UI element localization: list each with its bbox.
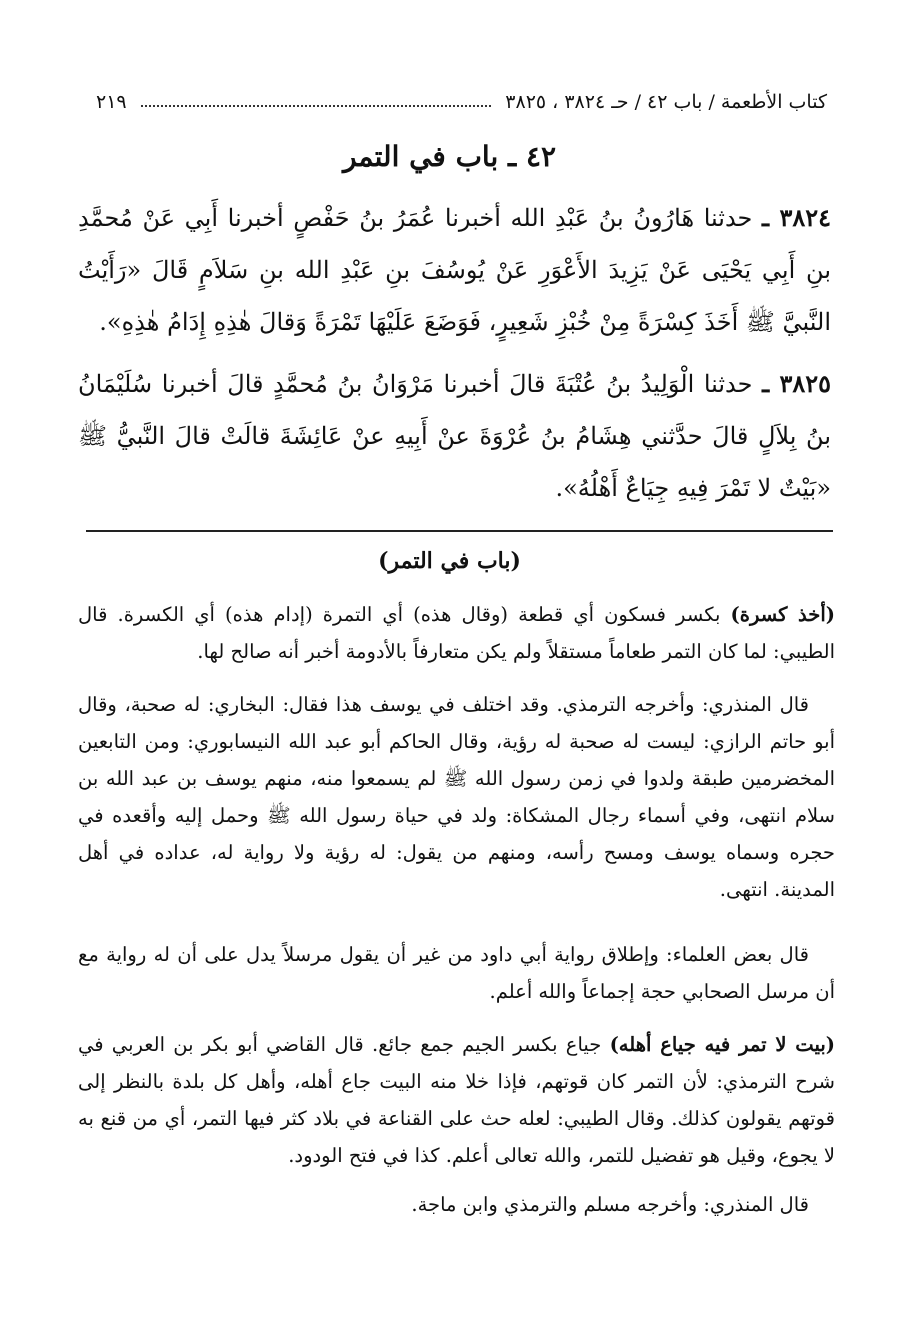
hadith-3824 [78,192,831,348]
hadith-text: حدثنا هَارُونُ بنُ عَبْدِ الله أخبرنا عُمَرُ بنُ حَفْصٍ أخبرنا أَبِي عَنْ مُحمَّدِ بنِ أَبِي يَحْيَى عَنْ يَزِيدَ الأَعْوَرِ عَنْ يُوسُفَ بنِ عَبْدِ الله بنِ سَلاَمٍ قَالَ «رَأَيْتُ النَّبيَّ ﷺ أَخَذَ كِسْرَةً مِنْ خُبْزِ شَعِيرٍ، فَوَضَعَ عَلَيْهَا تَمْرَةً وَقالَ هٰذِهِ إِدَامُ هٰذِهِ». [78,204,831,336]
paragraph-text: قال بعض العلماء: وإطلاق رواية أبي داود من غير أن يقول مرسلاً يدل على أن له رواية مع أن مرسل الصحابي حجة إجماعاً والله أعلم. [78,943,835,1003]
paragraph-text: جياع بكسر الجيم جمع جائع. قال القاضي أبو بكر بن العربي في شرح الترمذي: لأن التمر كان قوتهم، فإذا خلا منه البيت جاع أهله، وأهل كل بلدة بالنظر إلى قوتهم يقولون كذلك. وقال الطيبي: لعله حث على القناعة في بلاد كثر فيها التمر، أي من قنع به لا يجوع، وقيل هو تفضيل للتمر، والله تعالى أعلم. كذا في فتح الودود. [78,1033,835,1167]
bold-lead: (بيت لا تمر فيه جياع أهله) [609,1033,835,1056]
commentary-paragraph [78,686,835,908]
commentary-title: (باب في التمر) [378,548,521,574]
commentary-paragraph [78,596,835,670]
hadith-number: ٣٨٢٥ ـ [762,369,831,398]
page-number: ٢١٩ [96,91,127,113]
section-divider [86,530,833,532]
dotted-leader [141,105,492,107]
paragraph-text: بكسر فسكون أي قطعة (وقال هذه) أي التمرة (إدام هذه) أي الكسرة. قال الطيبي: لما كان التمر طعاماً مستقلاً ولم يكن متعارفاً بالأدومة أخبر أنه صالح لها. [78,603,835,663]
commentary-paragraph [78,936,835,1010]
paragraph-text: قال المنذري: وأخرجه الترمذي. وقد اختلف في يوسف هذا فقال: البخاري: له صحبة، وقال أبو حاتم الرازي: ليست له صحبة له رؤية، وقال الحاكم أبو عبد الله النيسابوري: ومن التابعين المخضرمين طبقة ولدوا في زمن رسول الله ﷺ لم يسمعوا منه، منهم يوسف بن عبد الله بن سلام انتهى، وفي أسماء رجال المشكاة: ولد في حياة رسول الله ﷺ وحمل إليه وأقعده في حجره وسماه يوسف ومسح رأسه، ومنهم من يقول: له رؤية ولا رواية له، عداده في أهل المدينة. انتهى. [78,693,835,901]
running-title: كتاب الأطعمة / باب ٤٢ / حـ ٣٨٢٤ ، ٣٨٢٥ [505,91,827,113]
hadith-number: ٣٨٢٤ ـ [762,203,831,232]
commentary-paragraph [78,1186,835,1223]
bold-lead: (أخذ كسرة) [730,603,835,626]
hadith-text: حدثنا الْوَلِيدُ بنُ عُتْبَةَ قالَ أخبرنا مَرْوَانُ بنُ مُحمَّدٍ قالَ أخبرنا سُلَيْمَانُ بنُ بِلاَلٍ قالَ حدَّثني هِشَامُ بنُ عُرْوَةَ عنْ أَبِيهِ عنْ عَائِشَةَ قالَتْ قالَ النَّبيُّ ﷺ «بَيْتٌ لا تَمْرَ فِيهِ جِيَاعٌ أَهْلُهُ». [78,370,831,502]
paragraph-text: قال المنذري: وأخرجه مسلم والترمذي وابن ماجة. [411,1193,809,1216]
hadith-3825 [78,358,831,514]
page-header [96,86,827,118]
commentary-paragraph [78,1026,835,1174]
chapter-title: ٤٢ ـ باب في التمر [342,140,557,173]
